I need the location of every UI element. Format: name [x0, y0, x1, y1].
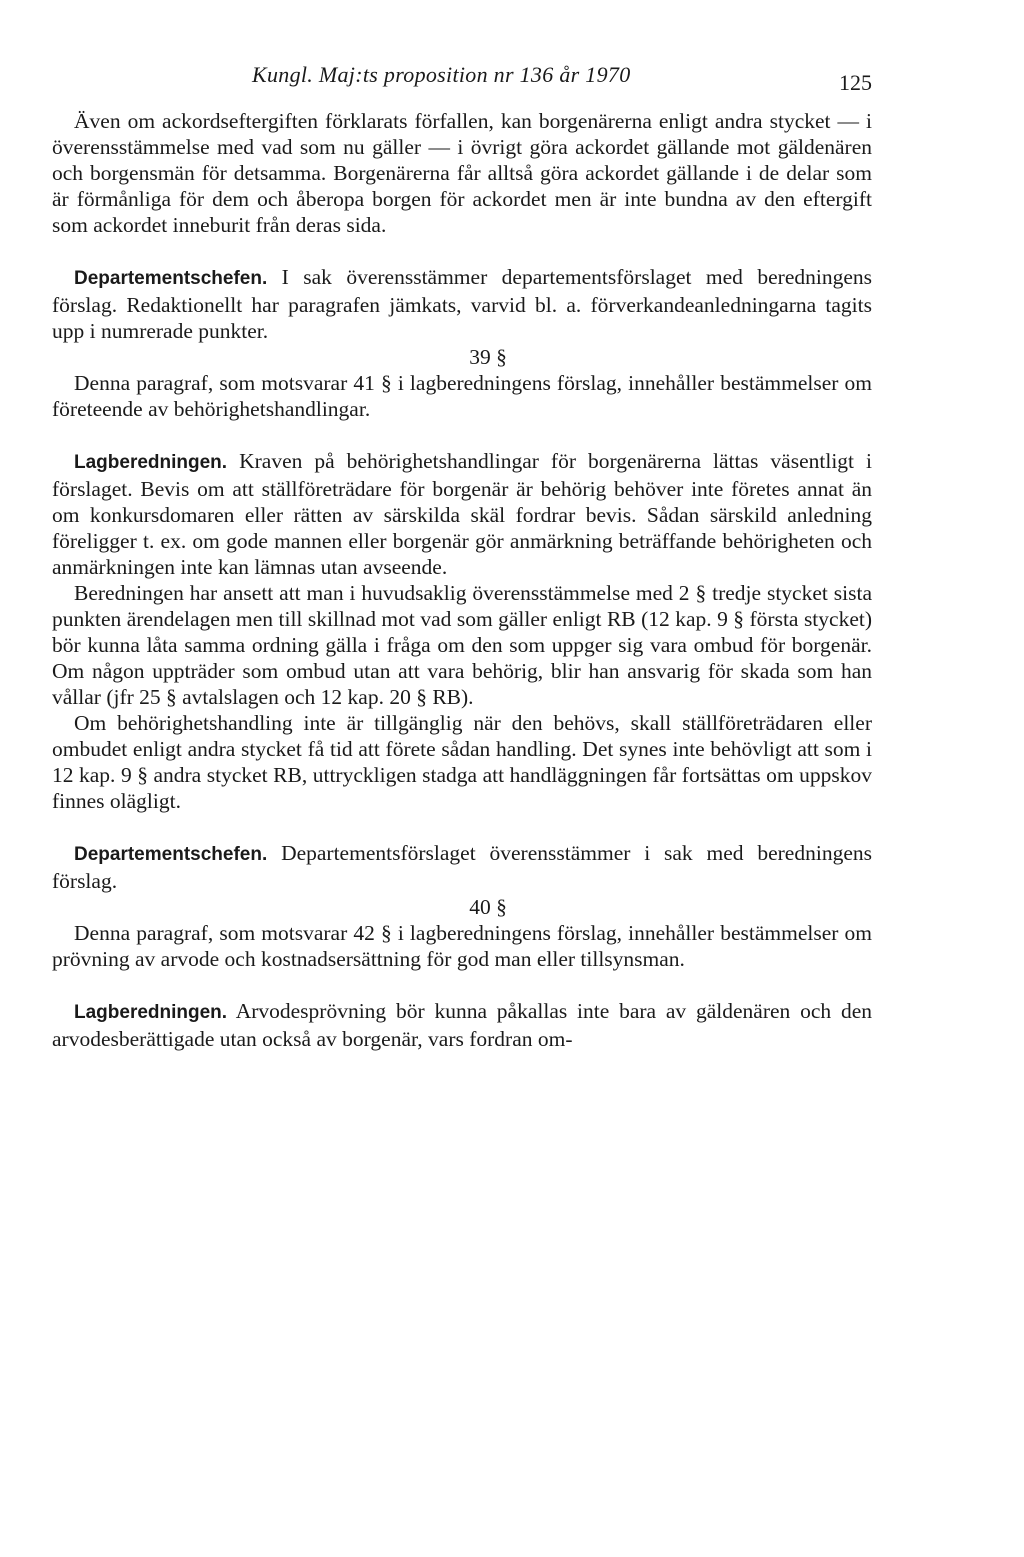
- paragraph: Om behörighetshandling inte är tillgänglig när den behövs, skall ställföreträdaren eller ombudet enligt andra stycket få tid att förete sådan handling. Det synes inte behövligt att som i 12 kap. 9 § andra stycket RB, uttryckligen stadga att handläggningen får fortsättas om uppskov finnes olägligt.: [52, 711, 872, 813]
- paragraph-text: Departementsförslaget överensstämmer i sak med beredningens förslag.: [52, 841, 872, 893]
- body-text: [52, 108, 872, 1052]
- page-header: [52, 58, 872, 94]
- running-title: Kungl. Maj:ts proposition nr 136 år 1970: [252, 62, 631, 87]
- speaker-label: Departementschefen.: [74, 268, 268, 289]
- paragraph-lagberedningen: [52, 998, 872, 1052]
- speaker-label: Lagberedningen.: [74, 452, 228, 473]
- paragraph: Även om ackordseftergiften förklarats förfallen, kan borgenärerna enligt andra stycket — i överensstämmelse med vad som nu gäller — i övrigt göra ackordet gällande mot gäldenären och borgensmän för detsamma. Borgenärerna får alltså göra ackordet gällande i de delar som är förmånliga för dem och åberopa borgen för ackordet men är inte bundna av den eftergift som ackordet inneburit från deras sida.: [52, 109, 872, 237]
- paragraph-departementschefen: [52, 840, 872, 894]
- paragraph: Beredningen har ansett att man i huvudsaklig överensstämmelse med 2 § tredje stycket sista punkten ärendelagen men till skillnad mot vad som gäller enligt RB (12 kap. 9 § första stycket) bör kunna låta samma ordning gälla i fråga om den som uppger sig vara ombud för borgenär. Om någon uppträder som ombud utan att vara behörig, blir han ansvarig för skada som han vållar (jfr 25 § avtalslagen och 12 kap. 20 § RB).: [52, 581, 872, 709]
- paragraph: Denna paragraf, som motsvarar 41 § i lagberedningens förslag, innehåller bestämmelser om företeende av behörighetshandlingar.: [52, 371, 872, 421]
- speaker-label: Lagberedningen.: [74, 1002, 228, 1023]
- page-number: 125: [839, 70, 872, 95]
- speaker-label: Departementschefen.: [74, 844, 268, 865]
- paragraph-departementschefen: [52, 264, 872, 344]
- paragraph-lagberedningen: [52, 448, 872, 580]
- paragraph-text: Kraven på behörighetshandlingar för borgenärerna lättas väsentligt i förslaget. Bevis om att ställföreträdare för borgenär är behörig behöver inte företes annat än om konkursdomaren eller rätten av särskilda skäl fordrar bevis. Sådan särskild anledning föreligger t. ex. om gode mannen eller borgenär gör anmärkning beträffande behörigheten och anmärkningen inte kan lämnas utan avseende.: [52, 449, 872, 579]
- paragraph-text: Arvodesprövning bör kunna påkallas inte bara av gäldenären och den arvodesberättigade utan också av borgenär, vars fordran om-: [52, 999, 872, 1051]
- section-heading-40: 40 §: [469, 895, 507, 919]
- section-heading-39: 39 §: [469, 345, 507, 369]
- paragraph: Denna paragraf, som motsvarar 42 § i lagberedningens förslag, innehåller bestämmelser om prövning av arvode och kostnadsersättning för god man eller tillsynsman.: [52, 921, 872, 971]
- paragraph-text: I sak överensstämmer departementsförslaget med beredningens förslag. Redaktionellt har paragrafen jämkats, varvid bl. a. förverkandeanledningarna tagits upp i numrerade punkter.: [52, 265, 872, 343]
